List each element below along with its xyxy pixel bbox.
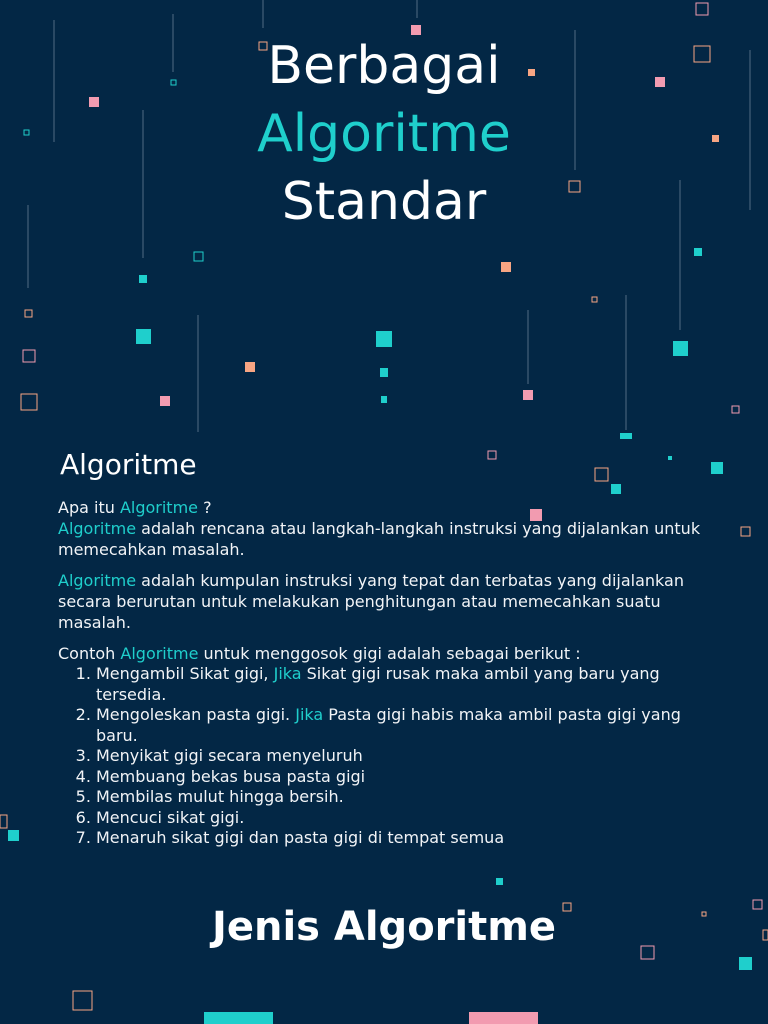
definition-2-paragraph [58, 570, 708, 633]
example-prefix: Contoh [58, 644, 121, 663]
list-item [96, 787, 708, 808]
step-keyword: Jika [273, 664, 302, 683]
list-item [96, 705, 708, 746]
step-text: Menaruh sikat gigi dan pasta gigi di tempat semua [96, 828, 505, 847]
page-title [0, 32, 768, 236]
step-keyword: Jika [295, 705, 324, 724]
title-line-3: Standar [281, 172, 487, 232]
list-item [96, 808, 708, 829]
algoritme-section [58, 448, 708, 849]
step-text: Membuang bekas busa pasta gigi [96, 766, 366, 786]
step-text: Menyikat gigi secara menyeluruh [96, 746, 363, 765]
title-line-1: Berbagai [267, 36, 501, 96]
step-text: Membilas mulut hingga bersih. [96, 787, 344, 806]
definition-1-text: adalah rencana atau langkah-langkah instruksi yang dijalankan untuk memecahkan masalah. [58, 519, 701, 559]
example-paragraph [58, 643, 708, 664]
section-heading: Algoritme [60, 448, 197, 481]
example-text: untuk menggosok gigi adalah sebagai berikut : [198, 644, 581, 663]
question-term: Algoritme [119, 498, 204, 517]
definition-1-term: Algoritme [58, 519, 137, 538]
step-text: Mengambil Sikat gigi, [96, 664, 274, 683]
jenis-algoritme-heading: Jenis Algoritme [211, 904, 557, 950]
question-prefix: Apa itu [58, 498, 120, 517]
list-item [96, 664, 708, 705]
list-item [96, 746, 708, 767]
definition-2-text: adalah kumpulan instruksi yang tepat dan terbatas yang dijalankan secara berurutan untuk melakukan penghitungan atau memecahkan suatu masalah. [58, 571, 684, 632]
definition-2-term: Algoritme [58, 571, 137, 590]
list-item [96, 767, 708, 788]
list-item [96, 828, 708, 849]
question-paragraph [58, 497, 708, 560]
pink-tab [469, 1012, 538, 1024]
step-text: Mencuci sikat gigi. [96, 807, 245, 827]
steps-list [58, 664, 708, 849]
step-text: Mengoleskan pasta gigi. [96, 705, 296, 724]
step-text-rest: Pasta gigi habis maka ambil pasta gigi yang baru. [96, 705, 681, 745]
teal-tab [204, 1012, 273, 1024]
question-suffix: ? [203, 498, 212, 517]
title-line-2: Algoritme [257, 104, 511, 164]
step-text-rest: Sikat gigi rusak maka ambil yang baru yang tersedia. [96, 664, 660, 704]
example-term: Algoritme [120, 644, 199, 663]
